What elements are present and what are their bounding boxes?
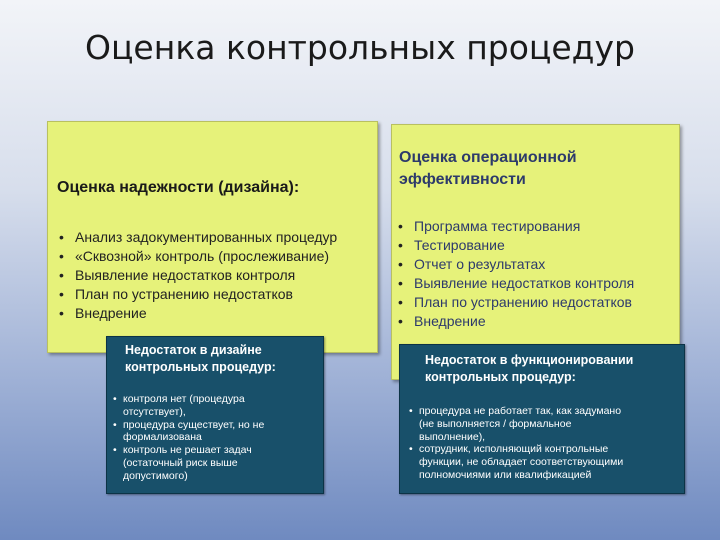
design-reliability-heading: Оценка надежности (дизайна): — [57, 179, 300, 196]
list-item: • Программа тестирования — [398, 218, 581, 234]
slide-title: Оценка контрольных процедур — [85, 28, 635, 67]
list-item: • Анализ задокументированных процедур — [59, 229, 338, 245]
list-item: • сотрудник, исполняющий контрольные функции, не обладает соответствующими полномочиями или квалификацией — [409, 443, 624, 481]
design-deficiency-heading: Недостаток в дизайне контрольных процедур: — [125, 343, 276, 374]
list-item: • процедура существует, но не формализована — [113, 418, 265, 444]
list-item: • Выявление недостатков контроля — [398, 275, 635, 291]
list-item: • План по устранению недостатков — [398, 294, 632, 310]
list-item: • Тестирование — [398, 237, 505, 253]
operation-deficiency-list — [407, 405, 683, 482]
list-item: • «Сквозной» контроль (прослеживание) — [59, 248, 330, 264]
list-item: • План по устранению недостатков — [59, 286, 293, 302]
list-item: • контроля нет (процедура отсутствует), — [113, 393, 245, 418]
operation-deficiency-heading: Недостаток в функционировании контрольных процедур: — [425, 353, 634, 384]
list-item: • Отчет о результатах — [398, 256, 546, 272]
operational-effectiveness-panel — [391, 124, 680, 380]
list-item: • Внедрение — [398, 313, 486, 329]
operation-deficiency-box — [399, 344, 685, 494]
design-deficiency-list — [111, 393, 321, 483]
operational-effectiveness-list — [396, 217, 634, 331]
list-item: • процедура не работает так, как задумано (не выполняется / формальное выполнение), — [409, 405, 622, 443]
operational-effectiveness-heading: Оценка операционной эффективности — [399, 149, 577, 188]
design-reliability-list — [57, 228, 337, 323]
list-item: • Выявление недостатков контроля — [59, 267, 296, 283]
list-item: • контроль не решает задач (остаточный риск выше допустимого) — [113, 444, 252, 482]
list-item: • Внедрение — [59, 305, 147, 321]
design-deficiency-box — [106, 336, 324, 494]
design-reliability-panel — [47, 121, 378, 353]
